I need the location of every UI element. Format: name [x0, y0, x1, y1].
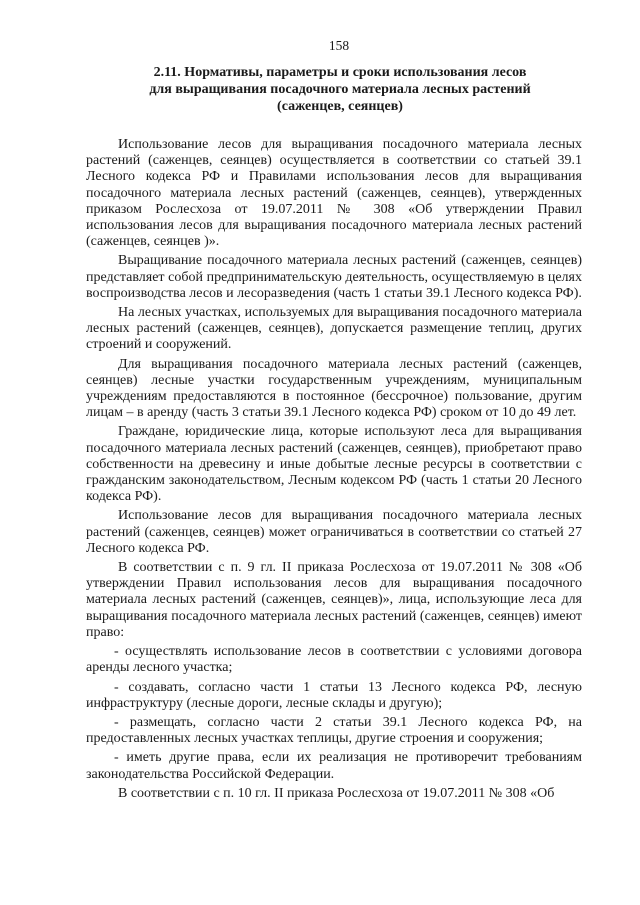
section-heading — [86, 64, 582, 115]
heading-line-3: (саженцев, сеянцев) — [277, 99, 403, 114]
heading-line-1: 2.11. Нормативы, параметры и сроки использования лесов — [153, 65, 527, 80]
list-item: - осуществлять использование лесов в соответствии с условиями договора аренды лесного участка; — [86, 644, 582, 676]
paragraph-ownership: Граждане, юридические лица, которые используют леса для выращивания посадочного материала лесных растений (саженцев, сеянцев), приобретают право собственности на древесину и иные добытые лесные ресурсы в соответствии с гражданским законодательством, Лесным кодексом РФ (часть 1 статьи 20 Лесного кодекса РФ). — [86, 424, 582, 505]
paragraph-land-allocation: Для выращивания посадочного материала лесных растений (саженцев, сеянцев) лесные участки государственным учреждениям, муниципальным учреждениям предоставляются в постоянное (бессрочное) пользование, другим лицам – в аренду (часть 3 статьи 39.1 Лесного кодекса РФ) сроком от 10 до 49 лет. — [86, 356, 582, 421]
list-item: - размещать, согласно части 2 статьи 39.1 Лесного кодекса РФ, на предоставленных лесных участках теплицы, другие строения и сооружения; — [86, 714, 582, 747]
paragraph-restrictions: Использование лесов для выращивания посадочного материала лесных растений (саженцев, сеянцев) может ограничиваться в соответствии со статьей 27 Лесного кодекса РФ. — [86, 508, 582, 556]
paragraph-continuation: В соответствии с п. 10 гл. II приказа Рослесхоза от 19.07.2011 № 308 «Об — [118, 785, 555, 801]
heading-line-2: для выращивания посадочного материала лесных растений — [149, 82, 531, 97]
paragraph-cultivation: Выращивание посадочного материала лесных растений (саженцев, сеянцев) представляет собой предпринимательскую деятельность, осуществляемую в целях воспроизводства лесов и лесоразведения (часть 1 статьи 39.1 Лесного кодекса РФ). — [86, 253, 582, 301]
page-number: 158 — [328, 38, 350, 53]
paragraph-greenhouses: На лесных участках, используемых для выращивания посадочного материала лесных растений (саженцев, сеянцев), допускается размещение теплиц, других строений и сооружений. — [86, 305, 582, 353]
list-item: - иметь другие права, если их реализация не противоречит требованиям законодательства Российской Федерации. — [86, 750, 582, 782]
list-item: - создавать, согласно части 1 статьи 13 Лесного кодекса РФ, лесную инфраструктуру (лесные дороги, лесные склады и другую); — [86, 679, 582, 711]
paragraph-usage: Использование лесов для выращивания посадочного материала лесных растений (саженцев, сеянцев) осуществляется в соответствии со статьей 39.1 Лесного кодекса РФ и Правилами использования лесов для выращивания посадочного материала лесных растений (саженцев, сеянцев), утвержденных приказом Рослесхоза от 19.07.2011 № 308 «Об утверждении Правил использования лесов для выращивания посадочного материала лесных растений (саженцев, сеянцев )». — [86, 137, 582, 250]
body-text — [86, 137, 582, 802]
paragraph-rights-intro: В соответствии с п. 9 гл. II приказа Рослесхоза от 19.07.2011 № 308 «Об утверждении Правил использования лесов для выращивания посадочного материала лесных растений (саженцев, сеянцев)», лица, использующие леса для выращивания посадочного материала лесных растений (саженцев, сеянцев) имеют право: — [86, 560, 582, 640]
